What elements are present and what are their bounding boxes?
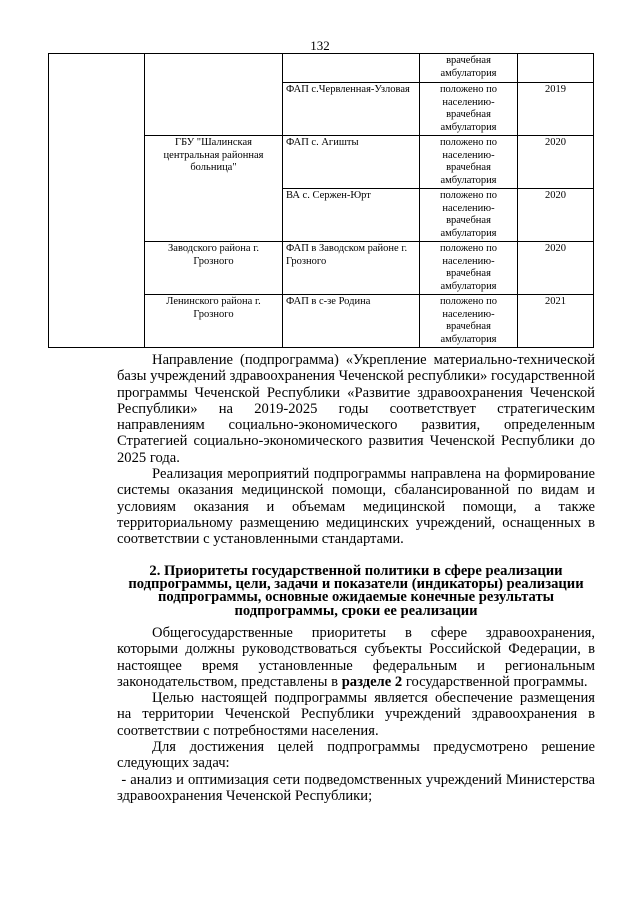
table-cell-facility: ФАП в с-зе Родина <box>283 295 420 348</box>
section-reference: разделе 2 <box>341 673 403 690</box>
paragraph-priorities <box>117 625 595 690</box>
paragraph-priorities-end: государственной программы. <box>402 673 588 690</box>
table-cell-year: 2020 <box>518 189 594 242</box>
table-cell-district <box>49 54 145 348</box>
table-cell-facility: ВА с. Сержен-Юрт <box>283 189 420 242</box>
table-cell-year: 2021 <box>518 295 594 348</box>
priorities-text <box>117 625 595 804</box>
table-cell-year: 2019 <box>518 83 594 136</box>
table-cell-facility: ФАП с.Червленная-Узловая <box>283 83 420 136</box>
table-cell-year <box>518 54 594 83</box>
table-cell-facility: ФАП в Заводском районе г. Грозного <box>283 242 420 295</box>
table-cell-hospital: Заводского района г. Грозного <box>145 242 283 295</box>
table-row <box>49 54 594 83</box>
paragraph-task-1: - анализ и оптимизация сети подведомственных учреждений Министерства здравоохранения Чеченской Республики; <box>117 771 595 804</box>
table-cell-status: положено по населению-врачебная амбулатория <box>420 136 518 189</box>
table-cell-status: положено по населению-врачебная амбулатория <box>420 83 518 136</box>
table-cell-facility: ФАП с. Агишты <box>283 136 420 189</box>
table-cell-status: положено по населению-врачебная амбулатория <box>420 295 518 348</box>
intro-text <box>117 352 595 548</box>
table-cell-status: врачебная амбулатория <box>420 54 518 83</box>
page-number: 132 <box>310 38 330 53</box>
table-cell-year: 2020 <box>518 242 594 295</box>
table-cell-facility <box>283 54 420 83</box>
table-cell-status: положено по населению-врачебная амбулатория <box>420 242 518 295</box>
table-cell-status: положено по населению-врачебная амбулатория <box>420 189 518 242</box>
table-cell-hospital: Ленинского района г. Грозного <box>145 295 283 348</box>
paragraph-priorities-start: Общегосударственные приоритеты в сфере здравоохранения, которыми должны руководствоваться субъекты Российской Федерации, в настоящее время установленные федеральным и региональным законодательством, представлены в <box>117 625 595 690</box>
paragraph-goal: Целью настоящей подпрограммы является обеспечение размещения на территории Чеченской Республики учреждений здравоохранения в соответствии с потребностями населения. <box>117 690 595 739</box>
table-cell-hospital: ГБУ "Шалинская центральная районная больница" <box>145 136 283 242</box>
section-heading: 2. Приоритеты государственной политики в сфере реализации подпрограммы, цели, задачи и показатели (индикаторы) реализации подпрограммы, основные ожидаемые конечные результаты подпрограммы, сроки ее реализации <box>128 563 584 619</box>
table-cell-year: 2020 <box>518 136 594 189</box>
facilities-table <box>48 53 594 348</box>
paragraph-direction: Направление (подпрограмма) «Укрепление материально-технической базы учреждений здравоохранения Чеченской республики» государственной программы Чеченской Республики «Развитие здравоохранения Чеченской Республики» на 2019-2025 годы соответствует стратегическим направлениям социально-экономического развития, определенным Стратегией социально-экономического развития Чеченской Республики до 2025 года. <box>117 352 596 466</box>
paragraph-tasks: Для достижения целей подпрограммы предусмотрено решение следующих задач: <box>117 739 595 772</box>
table-cell-hospital <box>145 54 283 136</box>
paragraph-implementation: Реализация мероприятий подпрограммы направлена на формирование системы оказания медицинской помощи, сбалансированной по видам и условиям оказания и объемам медицинской помощи, а также территориальному размещению медицинских учреждений, оснащенных в соответствии с установленными стандартами. <box>117 466 595 548</box>
